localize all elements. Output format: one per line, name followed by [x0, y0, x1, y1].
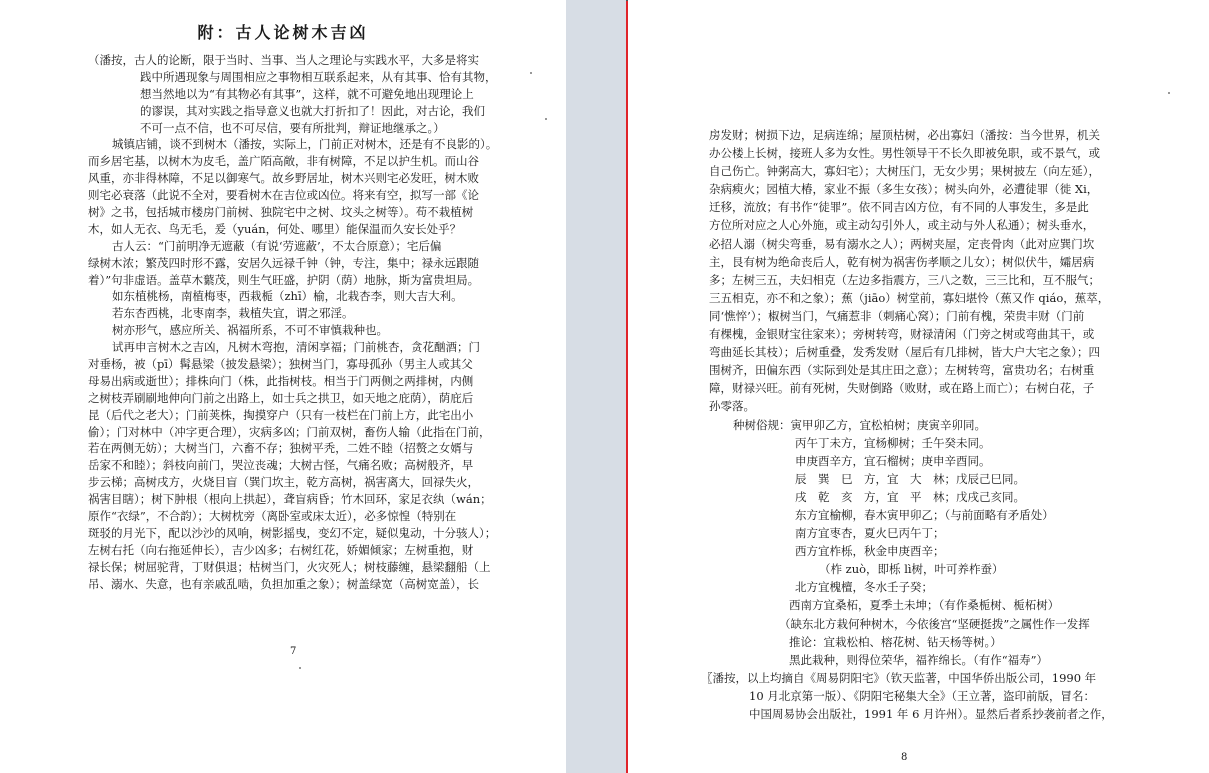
text-line: 主，艮有树为绝命丧后人，乾有树为祸害伤孝顺之儿女）；树似伏牛，孀居病	[709, 254, 1095, 269]
text-line: 绿树木浓；繁茂四时形不露，安居久远禄千钟（钟，专注，集中；禄永远跟随	[88, 255, 479, 270]
text-line: （潘按，古人的论断，限于当时、当事、当人之理论与实践水平，大多是将实	[88, 53, 479, 67]
text-line: 的谬误，其对实践之指导意义也就大打折扣了！因此，对古论，我们	[140, 103, 485, 118]
text-line: 孙零落。	[709, 399, 755, 414]
text-line: 障，财禄兴旺。前有死树，失财倒路（败财，或在路上而亡）；右树白花，子	[709, 381, 1095, 396]
text-line: 斑驳的月光下，配以沙沙的风响，树影摇曳，变幻不定，疑似鬼动，十分骇人）；	[88, 525, 497, 540]
text-line: 试再申言树木之吉凶，凡树木弯抱，清闲享福；门前桃杏，贪花酗酒；门	[112, 340, 480, 355]
text-line: 母易出病或逝世）；排株向门（株，此指树枝。相当于门两侧之两排树，内侧	[88, 373, 474, 388]
left-page-text	[88, 52, 528, 593]
text-line: 西南方宜桑柘，夏季土未坤；（有作桑栀树、栀柘树）	[789, 598, 1060, 613]
text-line: 树亦形气，感应所关、祸福所系，不可不审慎栽种也。	[112, 323, 388, 338]
text-line: 多；左树三五，夫妇相克（左边多指震方，三八之数，三三比和，互不服气；	[709, 272, 1100, 287]
text-line: 如东植桃杨，南植梅枣，西栽栀（zhī）榆，北栽杏李，则大吉大利。	[112, 289, 463, 304]
text-line: 左树右托（向右拖延伸长），吉少凶多；右树红花，娇媚倾家；左树重抱，财	[88, 542, 474, 557]
text-line: 之树枝弄刷刷地伸向门前之出路上，如士兵之拱卫，如天地之庇荫），荫庇后	[88, 390, 474, 405]
text-line: 古人云：“门前明净无遮蔽（有说‘劳遮蔽’，不太合原意）；宅后偏	[112, 238, 442, 253]
text-line: 中国周易协会出版社，1991 年 6 月许州）。显然后者系抄袭前者之作，	[749, 707, 1113, 721]
page-number-left: 7	[290, 646, 297, 657]
text-line: 不可一点不信，也不可尽信，要有所批判，辩证地继承之。）	[140, 120, 445, 135]
text-line: 戌 乾 亥 方，宜 平 林；戊戌己亥同。	[795, 489, 1025, 504]
text-line: （缺东北方栽何种树木，今依後宫“坚硬挺拨”之属性作一发挥	[779, 616, 1090, 631]
text-line: 杂病瘐火；园植大椿，家业不振（多生女孩）；树头向外，必遭徒罪（徙 Xi，	[709, 182, 1099, 197]
text-line: 房发财；树损下边，足病连绵；屋顶枯树，必出寡妇（潘按：当今世界，机关	[709, 128, 1100, 142]
page-number-right: 8	[901, 752, 908, 763]
text-line: 弯曲延长其枝）；后树重叠，发秀发财（屋后有几排树，皆大户大宅之象）；四	[709, 345, 1100, 360]
text-line: （柞 zuò，即栎 lì树，叶可养柞蚕）	[819, 562, 1004, 577]
text-line: 若在两侧无妨）；大树当门，六畜不存；独树平秃，二姓不睦（招赘之女婿与	[88, 441, 474, 456]
text-line: 步云梯；高树戌方，火烧目盲（巽门坎主，乾方高树，祸害离大，回禄失火，	[88, 475, 479, 490]
text-line: 若东杏西桃，北枣南李，栽植失宜，谓之邪淫。	[112, 306, 354, 321]
text-line: 辰 巽 巳 方，宜 大 林；戊辰己巳同。	[795, 471, 1025, 486]
text-line: 践中所遇现象与周围相应之事物相互联系起来，从有其事、恰有其物，	[140, 69, 497, 84]
text-line: 着）”句非虚语。盖草木蘩茂，则生气旺盛，护阴（荫）地脉，斯为富贵坦局。	[88, 272, 480, 287]
text-line: 祸害目瞎）；树下肿根（根向上拱起），聋盲病昏；竹木回环，家足衣纨（wán；	[88, 492, 492, 507]
text-line: 树》之书，包括城市楼房门前树、独院宅中之树、坟头之树等）。苟不栽植树	[88, 205, 474, 220]
text-line: 风重，亦非得林障，不足以御寒气。故乡野居址，树木兴则宅必发旺，树木败	[88, 171, 479, 186]
text-line: 原作“衣绿”，不合韵）；大树枕旁（离卧室或床太近），必多惊惶（特别在	[88, 509, 457, 524]
text-line: 想当然地以为“有其物必有其事”，这样，就不可避免地出现理论上	[140, 86, 474, 101]
text-line: 种树俗规：寅甲卯乙方，宜松柏树；庚寅辛卯同。	[733, 417, 986, 432]
text-line: 有棵槐，金银财宝往家来）；旁树转弯，财禄清闲（门旁之树或弯曲其干，或	[709, 327, 1095, 342]
text-line: 禄长保；树屈驼背，丁财俱退；枯树当门，火灾死人；树枝藤缠，悬梁翻船（上	[88, 559, 491, 574]
text-line: 迁移，流放；有书作“徒罪”。依不同吉凶方位，有不同的人事发生，多是此	[709, 200, 1089, 215]
text-line: 〖潘按，以上均摘自《周易阴阳宅》（钦天监著，中国华侨出版公司，1990 年	[701, 670, 1097, 685]
text-line: 推论：宜栽松柏、榕花树、钻天杨等树。）	[789, 634, 1002, 649]
text-line: 同‘憔悴’）；椒树当门，气痛惹非（刺痛心窝）；门前有槐，荣贵丰财（门前	[709, 308, 1085, 323]
text-line: 西方宜柞栎，秋金申庚酉辛；	[795, 544, 945, 559]
text-line: 偷）；门对林中（冲字更合理），灾病多凶；门前双树，畜伤人输（此指在门前，	[88, 424, 491, 439]
text-line: 南方宜枣杏，夏火巳丙午丁；	[795, 526, 945, 541]
text-line: 10 月北京第一版）、《阴阳宅秘集大全》（王立著，盗印前版，冒名：	[749, 688, 1096, 703]
page-title: 附：古人论树木吉凶	[197, 23, 369, 42]
right-page	[628, 0, 1209, 773]
text-line: 三五相克，亦不和之象）；蕉（jiāo）树堂前，寡妇堪怜（蕉又作 qiáo，蕉萃，	[709, 290, 1110, 305]
text-line: 丙午丁未方，宜杨柳树；壬午癸未同。	[795, 435, 991, 450]
text-line: 黑此栽种，则得位荣华，福祚绵长。（有作“福寿”）	[789, 652, 1049, 667]
scan-speck	[299, 667, 301, 669]
left-page	[0, 0, 566, 773]
text-line: 围树齐，田偏东西（实际到处是其庄田之意）；左树转弯，富贵功名；右树重	[709, 363, 1095, 378]
text-line: 办公楼上长树，接班人多为女性。男性领导干不长久即被免职，或不景气，或	[709, 146, 1100, 161]
text-line: 木，如人无衣、鸟无毛，爰（yuán，何处、哪里）能保温而久安长处乎？	[88, 221, 462, 236]
text-line: 申庚酉辛方，宜石榴树；庚申辛酉同。	[795, 453, 991, 468]
text-line: 北方宜槐檀，冬水壬子癸；	[795, 580, 933, 595]
scan-speck	[545, 118, 547, 120]
text-line: 自己伤亡。钟粥高大，寡妇宅）；大树压门，无女少男；果树披左（向左延），	[709, 164, 1100, 179]
scan-speck	[1168, 92, 1170, 94]
right-page-text	[701, 126, 1169, 723]
text-line: 则宅必衰落（此说不全对，要看树木在吉位或凶位。将来有空，拟写一部《论	[88, 188, 479, 203]
text-line: 对垂杨，被（pī）髯悬梁（披发悬梁）；独树当门，寡母孤孙（男主人或其父	[88, 357, 473, 372]
text-line: 必招人溺（树尖弯垂，易有溺水之人）；两树夹屋，定丧骨肉（此对应巽门坎	[709, 236, 1095, 251]
text-line: 昆（后代之老大）；门前荚株，掏摸穿户（只有一枝栏在门前上方，此宅出小	[88, 407, 474, 422]
text-line: 东方宜榆柳，春木寅甲卯乙；（与前面略有矛盾处）	[795, 507, 1054, 522]
text-line: 岳家不和睦）；斜枝向前门，哭泣丧魂；大树古怪，气痛名败；高树般齐，早	[88, 458, 474, 473]
text-line: 城镇店铺，谈不到树木（潘按，实际上，门前正对树木，还是有不良影的）。	[112, 137, 498, 152]
scan-speck	[530, 72, 532, 74]
text-line: 吊、溺水、失意，也有亲戚乱啮，负担加重之象）；树盖绿宽（高树宽盖），长	[88, 576, 479, 591]
text-line: 方位所对应之人心外施，或主动勾引外人，或主动与外人私通）；树头垂水，	[709, 218, 1095, 233]
text-line: 而乡居宅基，以树木为皮毛，盖广陌高敞，非有树障，不足以护生机。而山谷	[88, 154, 479, 169]
viewer-gutter	[566, 0, 626, 773]
